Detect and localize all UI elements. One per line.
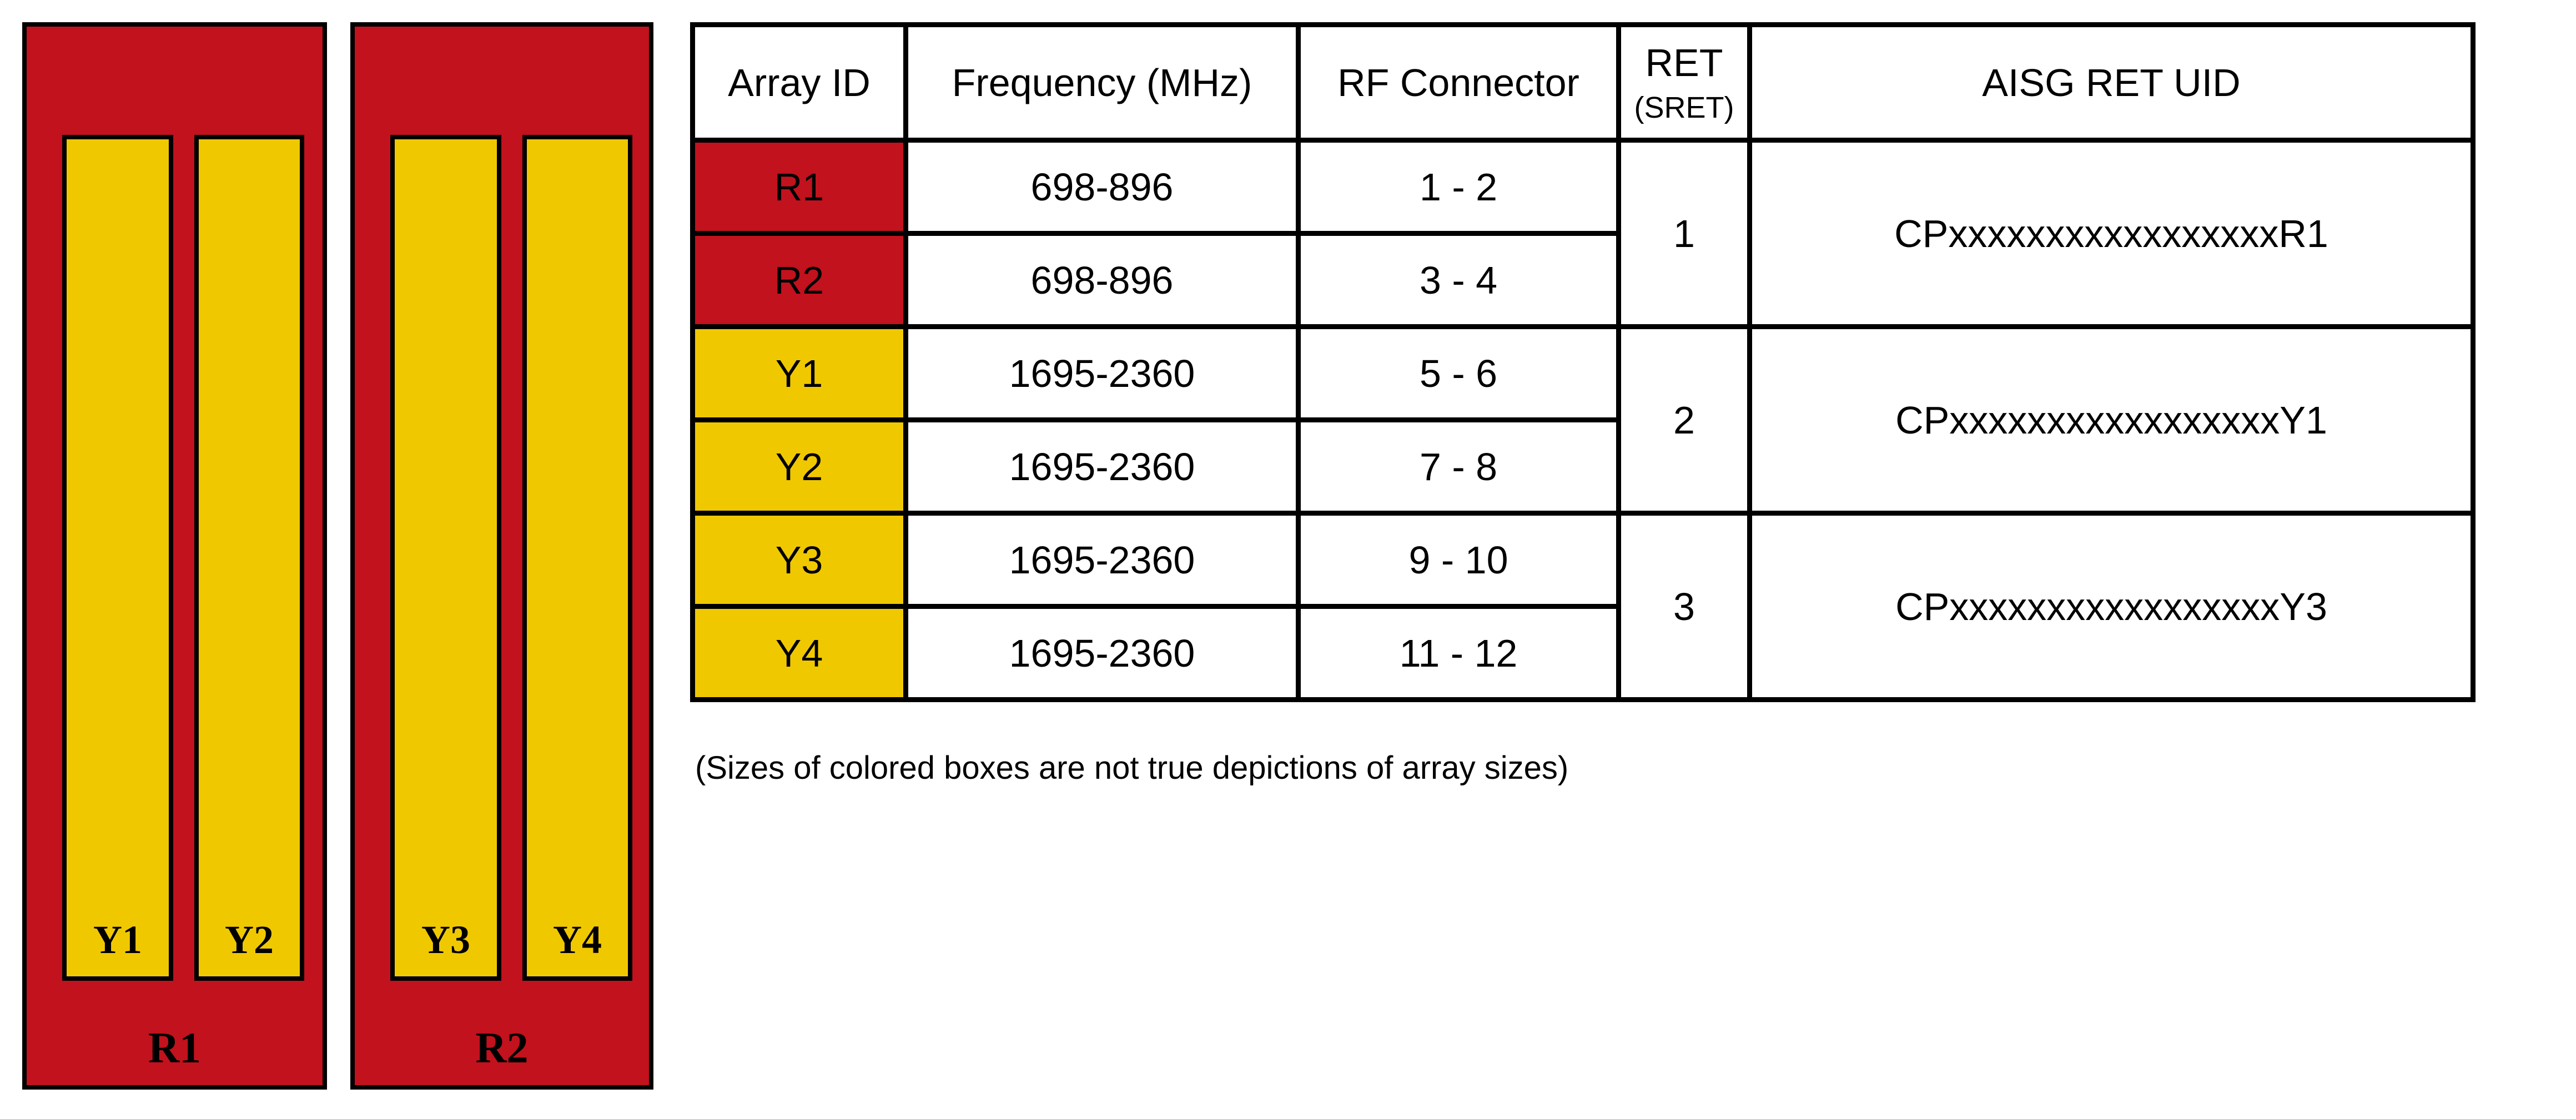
ret-cell-3: 3 bbox=[1619, 513, 1750, 700]
frequency-cell: 1695-2360 bbox=[906, 607, 1299, 700]
header-ret-sub: (SRET) bbox=[1634, 90, 1734, 124]
header-frequency: Frequency (MHz) bbox=[906, 25, 1299, 140]
array-id-cell-y3: Y3 bbox=[693, 513, 906, 607]
size-disclaimer-note: (Sizes of colored boxes are not true depictions of array sizes) bbox=[695, 750, 1569, 786]
array-box-y2 bbox=[194, 135, 304, 981]
ret-cell-2: 2 bbox=[1619, 327, 1750, 513]
array-label-y4: Y4 bbox=[553, 918, 602, 962]
array-box-y3 bbox=[390, 135, 501, 981]
header-ret-main: RET bbox=[1645, 41, 1723, 84]
array-id-cell-r1: R1 bbox=[693, 140, 906, 234]
array-id-cell-r2: R2 bbox=[693, 234, 906, 327]
rf-connector-cell: 9 - 10 bbox=[1299, 513, 1619, 607]
header-row bbox=[693, 25, 2473, 140]
frequency-cell: 1695-2360 bbox=[906, 420, 1299, 513]
rf-connector-cell: 7 - 8 bbox=[1299, 420, 1619, 513]
spec-table bbox=[690, 22, 2476, 702]
array-box-y1 bbox=[62, 135, 173, 981]
panel-r1 bbox=[22, 22, 327, 1090]
table-row-y1 bbox=[693, 327, 2473, 420]
panel-label-r1: R1 bbox=[148, 1024, 202, 1072]
table-row-y3 bbox=[693, 513, 2473, 607]
array-id-cell-y1: Y1 bbox=[693, 327, 906, 420]
panel-r2 bbox=[350, 22, 653, 1090]
array-label-y3: Y3 bbox=[421, 918, 470, 962]
rf-connector-cell: 1 - 2 bbox=[1299, 140, 1619, 234]
header-rf-connector: RF Connector bbox=[1299, 25, 1619, 140]
array-box-y4 bbox=[522, 135, 632, 981]
rf-connector-cell: 5 - 6 bbox=[1299, 327, 1619, 420]
aisg-uid-cell-2: CPxxxxxxxxxxxxxxxxxY1 bbox=[1750, 327, 2473, 513]
table-row-r1 bbox=[693, 140, 2473, 234]
header-array-id: Array ID bbox=[693, 25, 906, 140]
frequency-cell: 1695-2360 bbox=[906, 513, 1299, 607]
aisg-uid-cell-1: CPxxxxxxxxxxxxxxxxxR1 bbox=[1750, 140, 2473, 327]
rf-connector-cell: 11 - 12 bbox=[1299, 607, 1619, 700]
header-ret bbox=[1619, 25, 1750, 140]
array-label-y1: Y1 bbox=[93, 918, 142, 962]
aisg-uid-cell-3: CPxxxxxxxxxxxxxxxxxY3 bbox=[1750, 513, 2473, 700]
frequency-cell: 698-896 bbox=[906, 234, 1299, 327]
header-aisg-ret-uid: AISG RET UID bbox=[1750, 25, 2473, 140]
array-id-cell-y4: Y4 bbox=[693, 607, 906, 700]
ret-cell-1: 1 bbox=[1619, 140, 1750, 327]
rf-connector-cell: 3 - 4 bbox=[1299, 234, 1619, 327]
array-id-cell-y2: Y2 bbox=[693, 420, 906, 513]
frequency-cell: 698-896 bbox=[906, 140, 1299, 234]
frequency-cell: 1695-2360 bbox=[906, 327, 1299, 420]
array-label-y2: Y2 bbox=[225, 918, 274, 962]
panel-label-r2: R2 bbox=[475, 1024, 529, 1072]
